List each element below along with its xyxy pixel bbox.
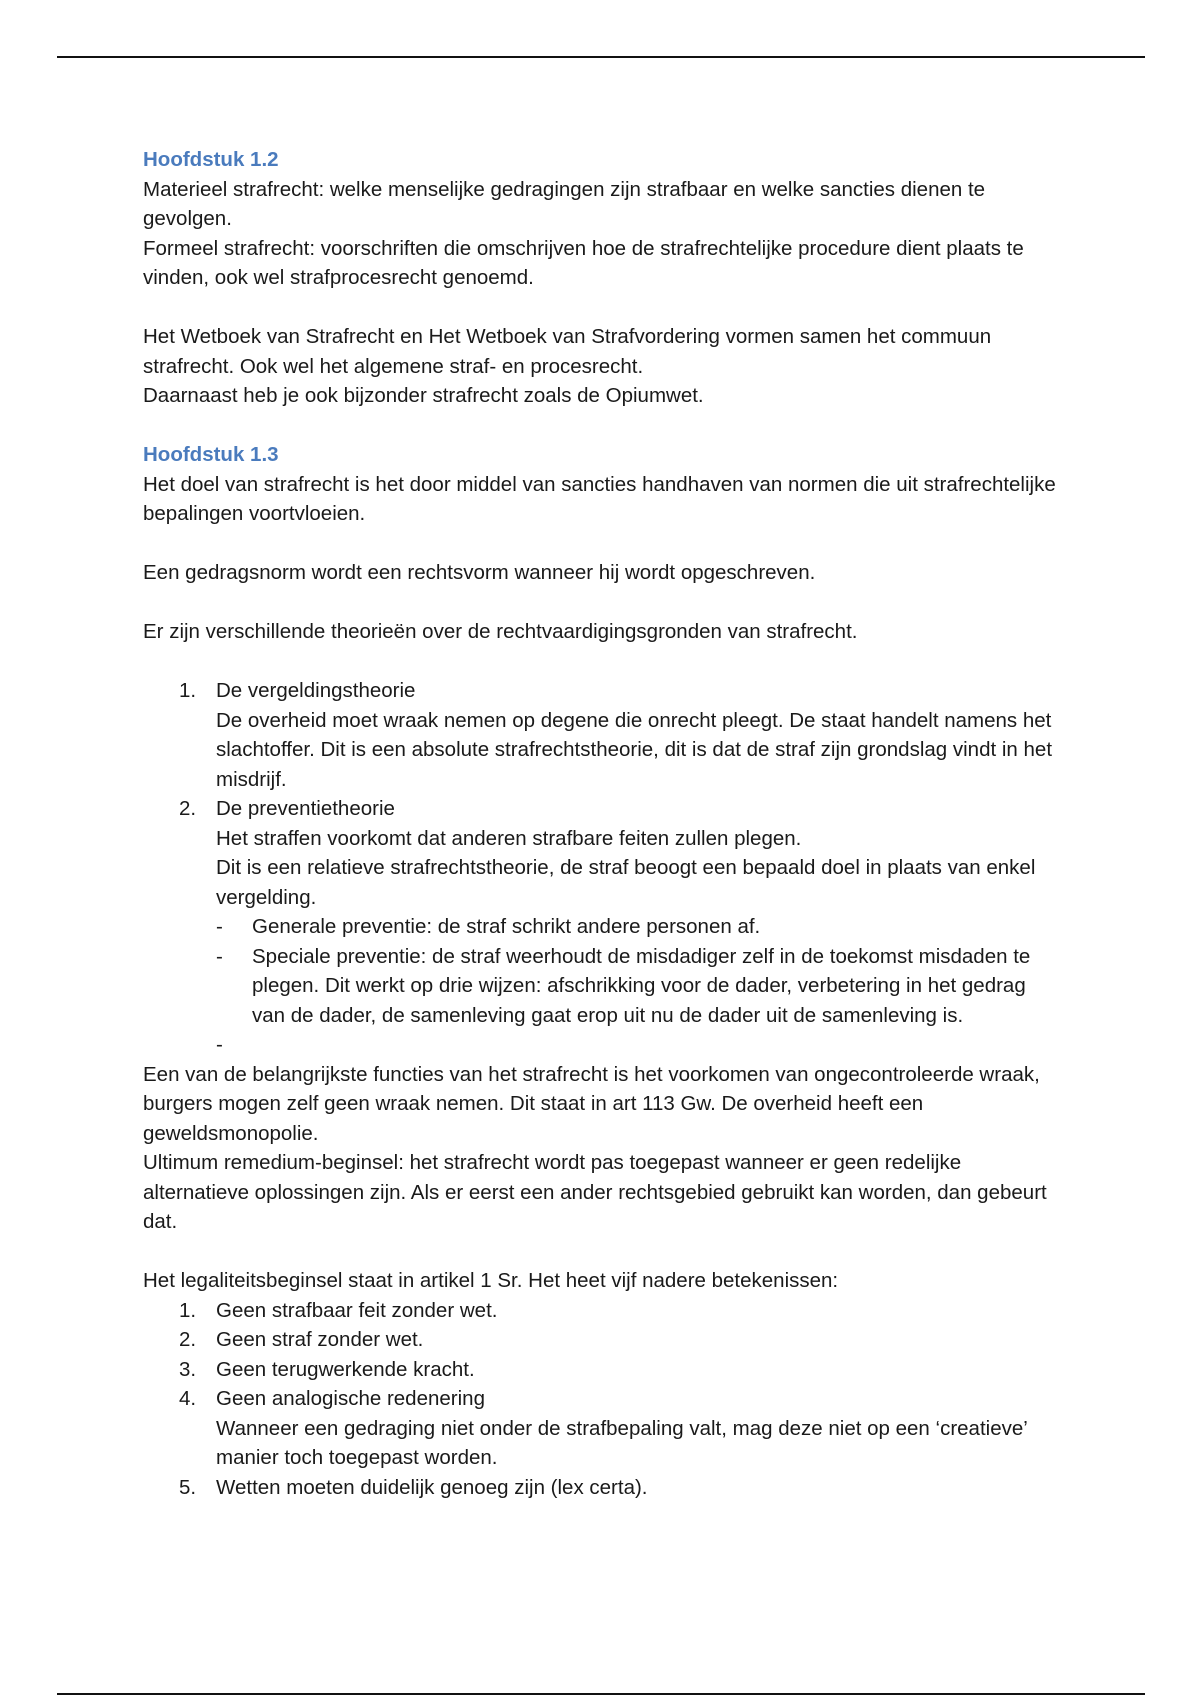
list-number: 4.	[179, 1387, 197, 1410]
dash-bullet: -	[216, 915, 223, 938]
list-item-text: Wetten moeten duidelijk genoeg zijn (lex certa).	[216, 1475, 648, 1499]
list-number: 5.	[179, 1475, 197, 1499]
list-item	[143, 1296, 1063, 1326]
paragraph: Het Wetboek van Strafrecht en Het Wetboek van Strafvordering vormen samen het commuun strafrecht. Ook wel het algemene straf- en procesrecht.	[143, 325, 992, 378]
list-item	[143, 1325, 1063, 1355]
list-item-text: Geen terugwerkende kracht.	[216, 1357, 475, 1381]
list-item-text: De overheid moet wraak nemen op degene die onrecht pleegt. De staat handelt namens het slachtoffer. Dit is een absolute strafrechtstheorie, dit is dat de straf zijn grondslag vindt in het misdrijf.	[216, 708, 1053, 791]
list-number: 1.	[179, 679, 197, 702]
paragraph: Er zijn verschillende theorieën over de rechtvaardigingsgronden van strafrecht.	[143, 620, 858, 643]
list-item-text: Geen strafbaar feit zonder wet.	[216, 1298, 498, 1322]
theories-list	[143, 676, 1063, 1060]
dash-bullet: -	[216, 1033, 223, 1056]
list-item-title: De preventietheorie	[216, 797, 395, 820]
list-item-text: Geen straf zonder wet.	[216, 1328, 424, 1351]
list-item-text: Dit is een relatieve strafrechtstheorie, de straf beoogt een bepaald doel in plaats van enkel vergelding.	[216, 856, 1036, 909]
paragraph: Het legaliteitsbeginsel staat in artikel 1 Sr. Het heet vijf nadere betekenissen:	[143, 1269, 839, 1292]
list-number: 2.	[179, 1328, 197, 1351]
list-item	[216, 942, 1063, 1031]
list-number: 1.	[179, 1298, 197, 1322]
bullet-text: Speciale preventie: de straf weerhoudt de misdadiger zelf in de toekomst misdaden te plegen. Dit werkt op drie wijzen: afschrikking voor de dader, verbetering in het gedrag van de dader, de samenleving gaat erop uit nu de dader uit de samenleving is.	[252, 944, 1031, 1027]
paragraph: Daarnaast heb je ook bijzonder strafrecht zoals de Opiumwet.	[143, 384, 704, 407]
list-item-subtext: Wanneer een gedraging niet onder de strafbepaling valt, mag deze niet op een ‘creatieve’ manier toch toegepast worden.	[216, 1416, 1028, 1469]
paragraph: Het doel van strafrecht is het door middel van sancties handhaven van normen die uit strafrechtelijke bepalingen voortvloeien.	[143, 472, 1056, 525]
heading-hoofdstuk-1-3: Hoofdstuk 1.3	[143, 443, 279, 466]
list-item	[143, 1384, 1063, 1473]
paragraph: Een gedragsnorm wordt een rechtsvorm wanneer hij wordt opgeschreven.	[143, 561, 816, 584]
paragraph: Materieel strafrecht: welke menselijke gedragingen zijn strafbaar en welke sancties dienen te gevolgen.	[143, 177, 986, 230]
paragraph: Een van de belangrijkste functies van het strafrecht is het voorkomen van ongecontroleerde wraak, burgers mogen zelf geen wraak nemen. Dit staat in art 113 Gw. De overheid heeft een geweldsmonopolie.	[143, 1062, 1040, 1145]
paragraph: Ultimum remedium-beginsel: het strafrecht wordt pas toegepast wanneer er geen redelijke alternatieve oplossingen zijn. Als er eerst een ander rechtsgebied gebruikt kan worden, dan gebeurt dat.	[143, 1151, 1047, 1233]
paragraph: Formeel strafrecht: voorschriften die omschrijven hoe de strafrechtelijke procedure dient plaats te vinden, ook wel strafprocesrecht genoemd.	[143, 236, 1024, 289]
heading-hoofdstuk-1-2: Hoofdstuk 1.2	[143, 148, 279, 171]
list-item	[143, 794, 1063, 1060]
footer-rule	[57, 1693, 1145, 1695]
list-item	[143, 1473, 1063, 1503]
list-item-title: De vergeldingstheorie	[216, 679, 416, 702]
list-item	[216, 912, 1063, 942]
document-body	[143, 145, 1063, 1502]
legality-list	[143, 1296, 1063, 1503]
list-item	[143, 676, 1063, 794]
list-item-text: Het straffen voorkomt dat anderen strafbare feiten zullen plegen.	[216, 826, 802, 850]
bullet-text: Generale preventie: de straf schrikt andere personen af.	[252, 915, 761, 938]
prevention-bullets	[216, 912, 1063, 1060]
list-number: 2.	[179, 797, 197, 820]
dash-bullet: -	[216, 944, 223, 968]
header-rule	[57, 56, 1145, 58]
list-number: 3.	[179, 1357, 197, 1381]
list-item-text: Geen analogische redenering	[216, 1387, 485, 1410]
list-item	[143, 1355, 1063, 1385]
list-item	[216, 1030, 1063, 1060]
